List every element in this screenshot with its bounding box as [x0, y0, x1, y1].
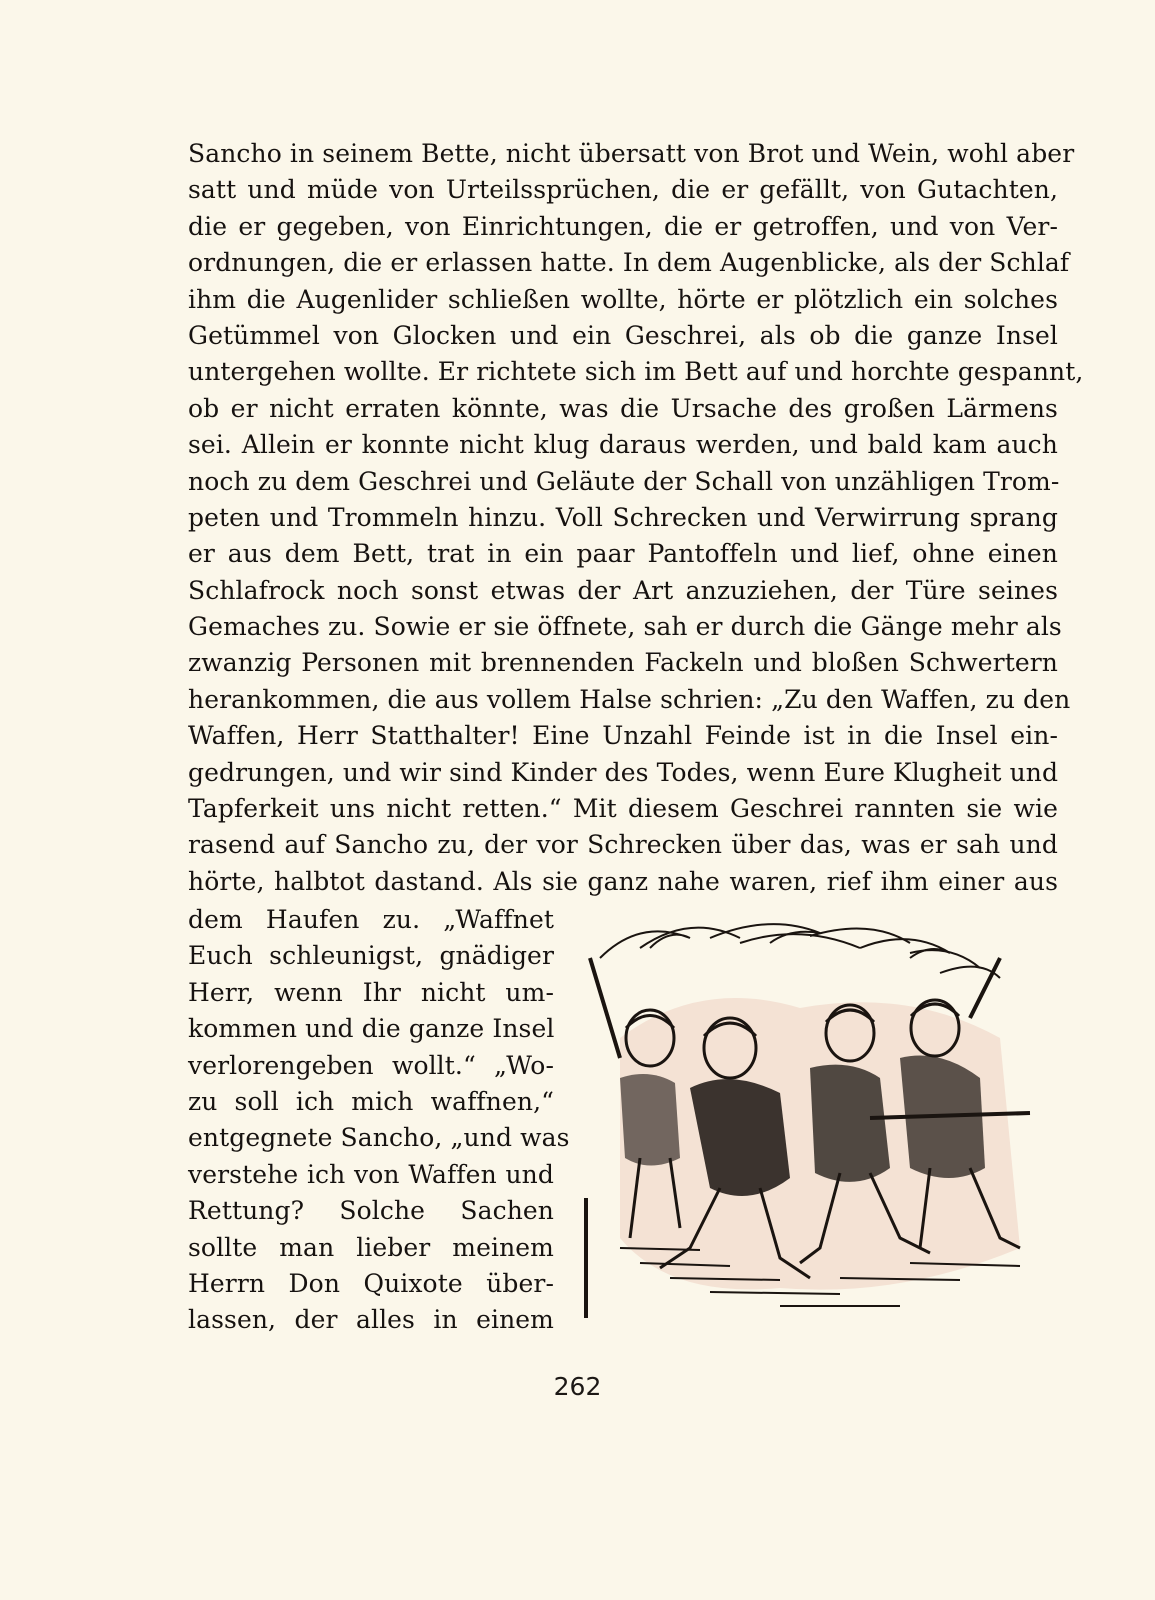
- text-line: sollte man lieber meinem: [188, 1232, 554, 1262]
- text-line: lassen, der alles in einem: [188, 1305, 554, 1335]
- text-line: kommen und die ganze Insel: [188, 1014, 555, 1044]
- text-line: zu soll ich mich waffnen,“: [188, 1086, 554, 1116]
- text-line: zwanzig Personen mit brennenden Fackeln und bloßen Schwertern: [188, 648, 1058, 678]
- text-line: Herr, wenn Ihr nicht um-: [188, 977, 554, 1007]
- woodcut-illustration-armed-crowd: [580, 918, 1058, 1348]
- text-line: verstehe ich von Waffen und: [188, 1159, 554, 1189]
- text-line: ihm die Augenlider schließen wollte, hörte er plötzlich ein solches: [188, 284, 1058, 314]
- text-line: Tapferkeit uns nicht retten.“ Mit diesem Geschrei rannten sie wie: [188, 794, 1058, 824]
- text-line: rasend auf Sancho zu, der vor Schrecken über das, was er sah und: [188, 830, 1058, 860]
- text-line: ordnungen, die er erlassen hatte. In dem Augenblicke, als der Schlaf: [188, 248, 1070, 278]
- text-line: die er gegeben, von Einrichtungen, die er getroffen, und von Ver-: [188, 211, 1058, 241]
- text-line: satt und müde von Urteilssprüchen, die er gefällt, von Gutachten,: [188, 175, 1058, 205]
- text-line: er aus dem Bett, trat in ein paar Pantoffeln und lief, ohne einen: [188, 539, 1058, 569]
- text-line: hörte, halbtot dastand. Als sie ganz nahe waren, rief ihm einer aus: [188, 866, 1058, 896]
- text-line: peten und Trommeln hinzu. Voll Schrecken und Verwirrung sprang: [188, 502, 1058, 532]
- page-number: 262: [553, 1372, 602, 1401]
- text-line: verlorengeben wollt.“ „Wo-: [188, 1050, 554, 1080]
- text-line: Waffen, Herr Statthalter! Eine Unzahl Feinde ist in die Insel ein-: [188, 721, 1058, 751]
- text-line: Sancho in seinem Bette, nicht übersatt von Brot und Wein, wohl aber: [188, 139, 1075, 168]
- text-line: untergehen wollte. Er richtete sich im Bett auf und horchte gespannt,: [188, 357, 1084, 387]
- body-text-beside-illustration: [188, 902, 570, 1339]
- text-line: Euch schleunigst, gnädiger: [188, 941, 554, 971]
- text-line: entgegnete Sancho, „und was: [188, 1123, 570, 1153]
- text-line: Gemaches zu. Sowie er sie öffnete, sah er durch die Gänge mehr als: [188, 612, 1062, 642]
- text-line: noch zu dem Geschrei und Geläute der Schall von unzähligen Trom-: [188, 466, 1060, 496]
- text-line: Getümmel von Glocken und ein Geschrei, als ob die ganze Insel: [188, 320, 1058, 350]
- text-line: gedrungen, und wir sind Kinder des Todes, wenn Eure Klugheit und: [188, 757, 1059, 787]
- text-line: dem Haufen zu. „Waffnet: [188, 905, 554, 934]
- text-line: ob er nicht erraten könnte, was die Ursache des großen Lärmens: [188, 393, 1058, 423]
- text-line: Rettung? Solche Sachen: [188, 1196, 554, 1226]
- text-line: Schlafrock noch sonst etwas der Art anzuziehen, der Türe seines: [188, 575, 1058, 605]
- body-text-full-width: [188, 136, 1084, 900]
- text-line: Herrn Don Quixote über-: [188, 1268, 554, 1298]
- text-line: sei. Allein er konnte nicht klug daraus werden, und bald kam auch: [188, 430, 1058, 460]
- text-line: herankommen, die aus vollem Halse schrien: „Zu den Waffen, zu den: [188, 684, 1071, 714]
